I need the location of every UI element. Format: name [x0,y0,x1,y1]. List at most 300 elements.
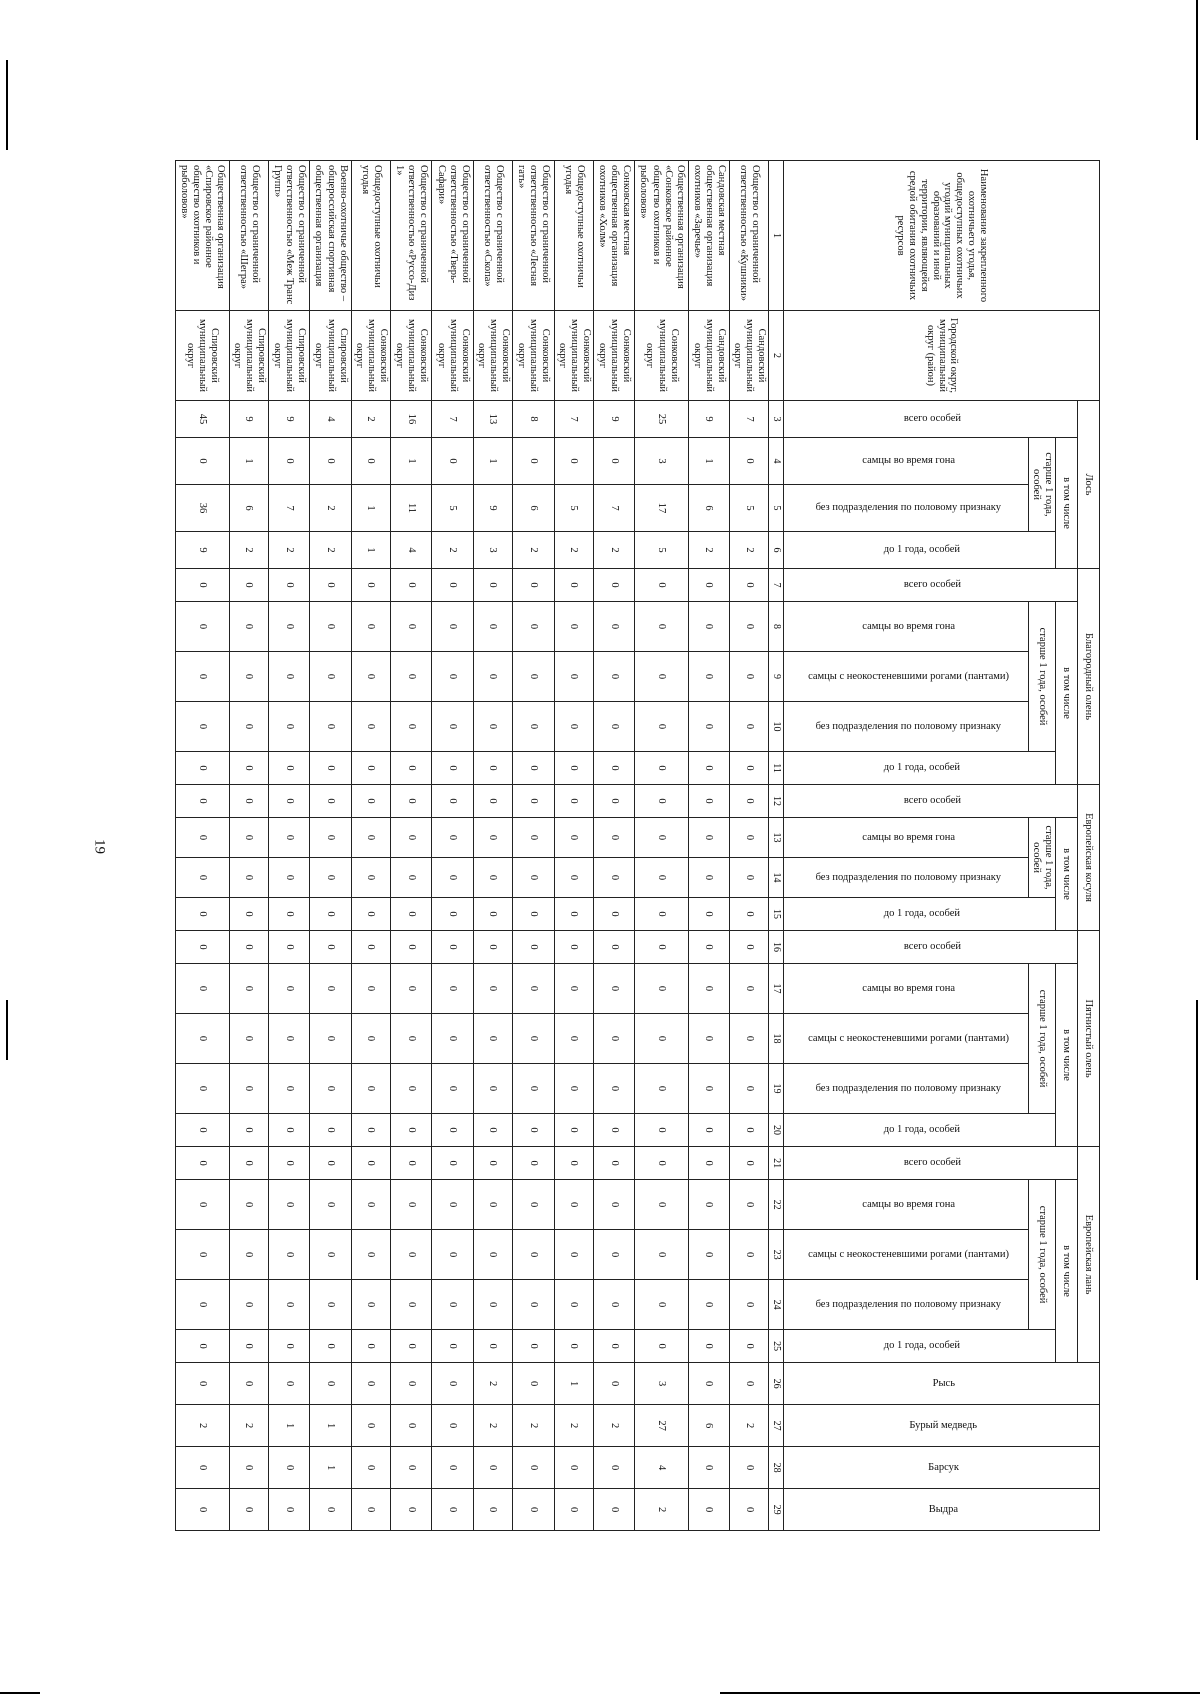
count-cell: 0 [391,1489,432,1531]
count-cell: 0 [593,1280,634,1330]
count-cell: 0 [513,569,554,602]
count-cell: 0 [229,1114,268,1147]
count-cell: 0 [635,785,688,818]
count-cell: 0 [688,752,729,785]
count-cell: 0 [688,569,729,602]
count-cell: 1 [391,438,432,485]
count-cell: 0 [513,1014,554,1064]
count-cell: 0 [310,602,351,652]
count-cell: 2 [730,1405,769,1447]
count-cell: 0 [635,931,688,964]
count-cell: 0 [268,1147,309,1180]
column-number: 1 [769,161,784,311]
district-cell: Сонковский муниципальный округ [554,311,593,401]
count-cell: 0 [229,1363,268,1405]
count-cell: 6 [688,1405,729,1447]
count-cell: 0 [593,1114,634,1147]
header-roe: Европейская косуля [1078,785,1100,931]
count-cell: 11 [391,485,432,532]
count-cell: 0 [391,1363,432,1405]
column-number: 3 [769,401,784,438]
count-cell: 0 [635,858,688,898]
count-cell: 0 [554,1280,593,1330]
header-sika-total: всего особей [784,931,1078,964]
count-cell: 0 [229,602,268,652]
count-cell: 0 [351,1064,390,1114]
header-roe-under: до 1 года, особей [784,898,1056,931]
count-cell: 1 [688,438,729,485]
count-cell: 9 [688,401,729,438]
count-cell: 0 [688,1447,729,1489]
count-cell: 0 [351,858,390,898]
count-cell: 0 [473,785,512,818]
count-cell: 0 [513,752,554,785]
count-cell: 0 [635,818,688,858]
count-cell: 0 [635,1064,688,1114]
count-cell: 0 [268,1330,309,1363]
count-cell: 0 [268,752,309,785]
count-cell: 0 [635,602,688,652]
count-cell: 0 [473,1114,512,1147]
count-cell: 0 [310,964,351,1014]
count-cell: 0 [310,1230,351,1280]
header-sika-nosex: без подразделения по половому признаку [784,1064,1029,1114]
header-roe-males: самцы во время гона [784,818,1029,858]
count-cell: 0 [473,752,512,785]
count-cell: 4 [635,1447,688,1489]
count-cell: 5 [635,532,688,569]
table-row [176,161,230,1531]
count-cell: 0 [513,1330,554,1363]
count-cell: 0 [351,1230,390,1280]
count-cell: 0 [554,964,593,1014]
count-cell: 2 [310,485,351,532]
count-cell: 0 [473,702,512,752]
count-cell: 5 [554,485,593,532]
count-cell: 0 [176,1064,230,1114]
table-row [351,161,390,1531]
count-cell: 0 [473,818,512,858]
header-sika-older: старше 1 года, особей [1029,964,1056,1114]
count-cell: 0 [730,1280,769,1330]
column-number: 13 [769,818,784,858]
count-cell: 0 [554,652,593,702]
count-cell: 0 [513,858,554,898]
count-cell: 9 [176,532,230,569]
count-cell: 0 [513,1180,554,1230]
header-moose-older: старше 1 года, особей [1029,438,1056,532]
header-moose-nosex: без подразделения по половому признаку [784,485,1029,532]
count-cell: 9 [268,401,309,438]
count-cell: 0 [268,1014,309,1064]
count-cell: 0 [310,858,351,898]
count-cell: 0 [229,1180,268,1230]
count-cell: 0 [229,702,268,752]
count-cell: 0 [351,898,390,931]
count-cell: 0 [176,1014,230,1064]
count-cell: 0 [176,898,230,931]
count-cell: 0 [351,752,390,785]
header-lynx: Рысь [784,1363,1100,1405]
count-cell: 0 [593,1147,634,1180]
count-cell: 0 [229,931,268,964]
count-cell: 2 [635,1489,688,1531]
district-cell: Сонковский муниципальный округ [593,311,634,401]
count-cell: 0 [391,1230,432,1280]
count-cell: 0 [593,964,634,1014]
header-reddeer-nosex: без подразделения по половому признаку [784,702,1029,752]
count-cell: 0 [473,602,512,652]
count-cell: 0 [391,931,432,964]
count-cell: 0 [268,569,309,602]
count-cell: 0 [730,1363,769,1405]
count-cell: 2 [513,1405,554,1447]
count-cell: 2 [268,532,309,569]
count-cell: 0 [391,1330,432,1363]
count-cell: 0 [473,1330,512,1363]
count-cell: 0 [391,964,432,1014]
count-cell: 9 [593,401,634,438]
count-cell: 0 [432,858,473,898]
count-cell: 0 [310,1064,351,1114]
count-cell: 0 [513,1147,554,1180]
column-number: 5 [769,485,784,532]
count-cell: 0 [513,438,554,485]
count-cell: 0 [513,1280,554,1330]
count-cell: 0 [593,602,634,652]
count-cell: 0 [513,602,554,652]
count-cell: 0 [513,702,554,752]
count-cell: 1 [473,438,512,485]
count-cell: 0 [432,1405,473,1447]
count-cell: 0 [310,1147,351,1180]
count-cell: 0 [688,818,729,858]
table-row [688,161,729,1531]
count-cell: 0 [593,818,634,858]
count-cell: 0 [432,1064,473,1114]
count-cell: 0 [593,652,634,702]
count-cell: 0 [391,898,432,931]
count-cell: 0 [351,438,390,485]
count-cell: 1 [554,1363,593,1405]
column-number: 8 [769,602,784,652]
org-name-cell: Общество с ограниченной ответственностью «Скопа» [473,161,512,311]
header-roe-total: всего особей [784,785,1078,818]
header-reddeer-total: всего особей [784,569,1078,602]
count-cell: 0 [554,818,593,858]
count-cell: 0 [730,438,769,485]
count-cell: 2 [310,532,351,569]
count-cell: 0 [593,1330,634,1363]
column-number: 25 [769,1330,784,1363]
header-bear: Бурый медведь [784,1405,1100,1447]
count-cell: 0 [554,1230,593,1280]
count-cell: 13 [473,401,512,438]
count-cell: 2 [688,532,729,569]
column-number: 15 [769,898,784,931]
count-cell: 0 [473,1230,512,1280]
count-cell: 0 [268,702,309,752]
count-cell: 0 [351,602,390,652]
count-cell: 0 [688,931,729,964]
table-row [635,161,688,1531]
count-cell: 0 [391,752,432,785]
count-cell: 2 [554,1405,593,1447]
count-cell: 0 [473,569,512,602]
count-cell: 0 [229,1330,268,1363]
count-cell: 0 [688,602,729,652]
count-cell: 6 [513,485,554,532]
count-cell: 2 [593,1405,634,1447]
count-cell: 0 [593,1447,634,1489]
count-cell: 0 [268,1447,309,1489]
header-fallow-total: всего особей [784,1147,1078,1180]
count-cell: 0 [688,964,729,1014]
column-number: 20 [769,1114,784,1147]
table-row [554,161,593,1531]
count-cell: 0 [268,818,309,858]
count-cell: 2 [176,1405,230,1447]
count-cell: 0 [310,652,351,702]
header-fallow-antlers: самцы с неокостеневшими рогами (пантами) [784,1230,1029,1280]
header-moose-males: самцы во время гона [784,438,1029,485]
count-cell: 0 [473,1014,512,1064]
header-moose: Лось [1078,401,1100,569]
count-cell: 6 [688,485,729,532]
count-cell: 0 [593,1489,634,1531]
count-cell: 2 [432,532,473,569]
count-cell: 0 [473,964,512,1014]
count-cell: 0 [730,785,769,818]
count-cell: 0 [229,1064,268,1114]
count-cell: 0 [473,1147,512,1180]
count-cell: 0 [473,1447,512,1489]
count-cell: 0 [730,1180,769,1230]
org-name-cell: Общественная организация «Сонковское районное общество охотников и рыболовов» [635,161,688,311]
count-cell: 0 [473,858,512,898]
column-number: 12 [769,785,784,818]
table-row [473,161,512,1531]
count-cell: 0 [688,1230,729,1280]
count-cell: 0 [730,1489,769,1531]
count-cell: 2 [554,532,593,569]
count-cell: 0 [473,1180,512,1230]
count-cell: 0 [635,1230,688,1280]
count-cell: 0 [351,1489,390,1531]
count-cell: 0 [310,1363,351,1405]
count-cell: 0 [310,898,351,931]
count-cell: 0 [432,964,473,1014]
column-number: 22 [769,1180,784,1230]
count-cell: 0 [593,752,634,785]
count-cell: 0 [391,1147,432,1180]
column-number: 16 [769,931,784,964]
count-cell: 0 [351,1147,390,1180]
header-reddeer-antlers: самцы с неокостеневшими рогами (пантами) [784,652,1029,702]
count-cell: 27 [635,1405,688,1447]
count-cell: 0 [473,1064,512,1114]
header-otter: Выдра [784,1489,1100,1531]
org-name-cell: Общество с ограниченной ответственностью «Лесная гать» [513,161,554,311]
count-cell: 7 [593,485,634,532]
count-cell: 0 [688,785,729,818]
count-cell: 0 [391,1280,432,1330]
header-district: Городской округ, муниципальный округ (район) [784,311,1100,401]
count-cell: 7 [554,401,593,438]
count-cell: 16 [391,401,432,438]
count-cell: 0 [351,1405,390,1447]
count-cell: 0 [351,818,390,858]
column-number: 10 [769,702,784,752]
count-cell: 0 [688,1489,729,1531]
count-cell: 0 [391,1114,432,1147]
count-cell: 9 [473,485,512,532]
count-cell: 0 [268,1180,309,1230]
count-cell: 0 [513,785,554,818]
count-cell: 0 [176,1180,230,1230]
district-cell: Сонковский муниципальный округ [432,311,473,401]
count-cell: 0 [730,652,769,702]
count-cell: 0 [391,1180,432,1230]
count-cell: 1 [351,532,390,569]
count-cell: 0 [688,1114,729,1147]
count-cell: 0 [176,931,230,964]
count-cell: 0 [268,1064,309,1114]
count-cell: 0 [635,652,688,702]
count-cell: 0 [432,898,473,931]
count-cell: 0 [730,702,769,752]
count-cell: 0 [688,1363,729,1405]
count-cell: 25 [635,401,688,438]
count-cell: 0 [730,931,769,964]
count-cell: 0 [554,438,593,485]
count-cell: 0 [176,752,230,785]
count-cell: 0 [593,438,634,485]
count-cell: 0 [176,1363,230,1405]
count-cell: 0 [593,1064,634,1114]
count-cell: 0 [268,898,309,931]
column-number-row [769,161,784,1531]
count-cell: 0 [688,858,729,898]
count-cell: 0 [176,1114,230,1147]
count-cell: 0 [229,858,268,898]
count-cell: 0 [688,1330,729,1363]
org-name-cell: Общество с ограниченной ответственностью «Руссо-Диз 1» [391,161,432,311]
count-cell: 0 [432,1363,473,1405]
header-sika-incl: в том числе [1056,964,1078,1147]
column-number: 23 [769,1230,784,1280]
count-cell: 0 [635,898,688,931]
header-org: Наименование закрепленного охотничьего угодья, общедоступных охотничьих угодий муниципальных образований и иной территории, являющейся средой обитания охотничьих ресурсов [784,161,1100,311]
count-cell: 0 [310,438,351,485]
count-cell: 0 [513,652,554,702]
table-row [310,161,351,1531]
count-cell: 0 [176,1280,230,1330]
count-cell: 0 [391,1064,432,1114]
count-cell: 0 [730,898,769,931]
column-number: 11 [769,752,784,785]
count-cell: 0 [310,702,351,752]
count-cell: 0 [310,569,351,602]
count-cell: 0 [351,569,390,602]
count-cell: 0 [554,1114,593,1147]
district-cell: Спировский муниципальный округ [268,311,309,401]
count-cell: 0 [229,1489,268,1531]
count-cell: 0 [176,858,230,898]
count-cell: 0 [229,785,268,818]
count-cell: 0 [432,931,473,964]
count-cell: 0 [310,1180,351,1230]
count-cell: 0 [688,1280,729,1330]
count-cell: 0 [635,1114,688,1147]
count-cell: 0 [513,1447,554,1489]
count-cell: 0 [391,652,432,702]
count-cell: 7 [268,485,309,532]
header-red-deer: Благородный олень [1078,569,1100,785]
count-cell: 0 [730,1147,769,1180]
count-cell: 3 [635,438,688,485]
count-cell: 0 [554,785,593,818]
count-cell: 0 [310,931,351,964]
count-cell: 0 [635,1147,688,1180]
count-cell: 0 [432,1330,473,1363]
count-cell: 0 [554,1064,593,1114]
column-number: 14 [769,858,784,898]
count-cell: 0 [635,569,688,602]
column-number: 6 [769,532,784,569]
count-cell: 0 [176,1447,230,1489]
count-cell: 0 [176,602,230,652]
count-cell: 0 [688,1064,729,1114]
count-cell: 0 [268,1489,309,1531]
count-cell: 0 [554,898,593,931]
count-cell: 0 [593,1180,634,1230]
count-cell: 0 [554,569,593,602]
count-cell: 0 [635,1180,688,1230]
count-cell: 0 [229,898,268,931]
count-cell: 0 [268,1280,309,1330]
count-cell: 2 [593,532,634,569]
column-number: 9 [769,652,784,702]
count-cell: 0 [513,964,554,1014]
header-sika-under: до 1 года, особей [784,1114,1056,1147]
count-cell: 2 [513,532,554,569]
district-cell: Сонковский муниципальный округ [473,311,512,401]
count-cell: 2 [229,1405,268,1447]
header-badger: Барсук [784,1447,1100,1489]
org-name-cell: Общедоступные охотничьи угодья [554,161,593,311]
count-cell: 0 [268,652,309,702]
count-cell: 0 [730,964,769,1014]
count-cell: 0 [513,1114,554,1147]
district-cell: Спировский муниципальный округ [176,311,230,401]
count-cell: 0 [554,1180,593,1230]
count-cell: 0 [351,1363,390,1405]
count-cell: 0 [391,1405,432,1447]
column-number: 29 [769,1489,784,1531]
count-cell: 0 [391,569,432,602]
count-cell: 0 [730,1014,769,1064]
column-number: 19 [769,1064,784,1114]
header-fallow-nosex: без подразделения по половому признаку [784,1280,1029,1330]
count-cell: 36 [176,485,230,532]
count-cell: 0 [268,1114,309,1147]
count-cell: 0 [229,1014,268,1064]
count-cell: 0 [310,818,351,858]
count-cell: 0 [473,931,512,964]
count-cell: 0 [513,898,554,931]
header-sika: Пятнистый олень [1078,931,1100,1147]
